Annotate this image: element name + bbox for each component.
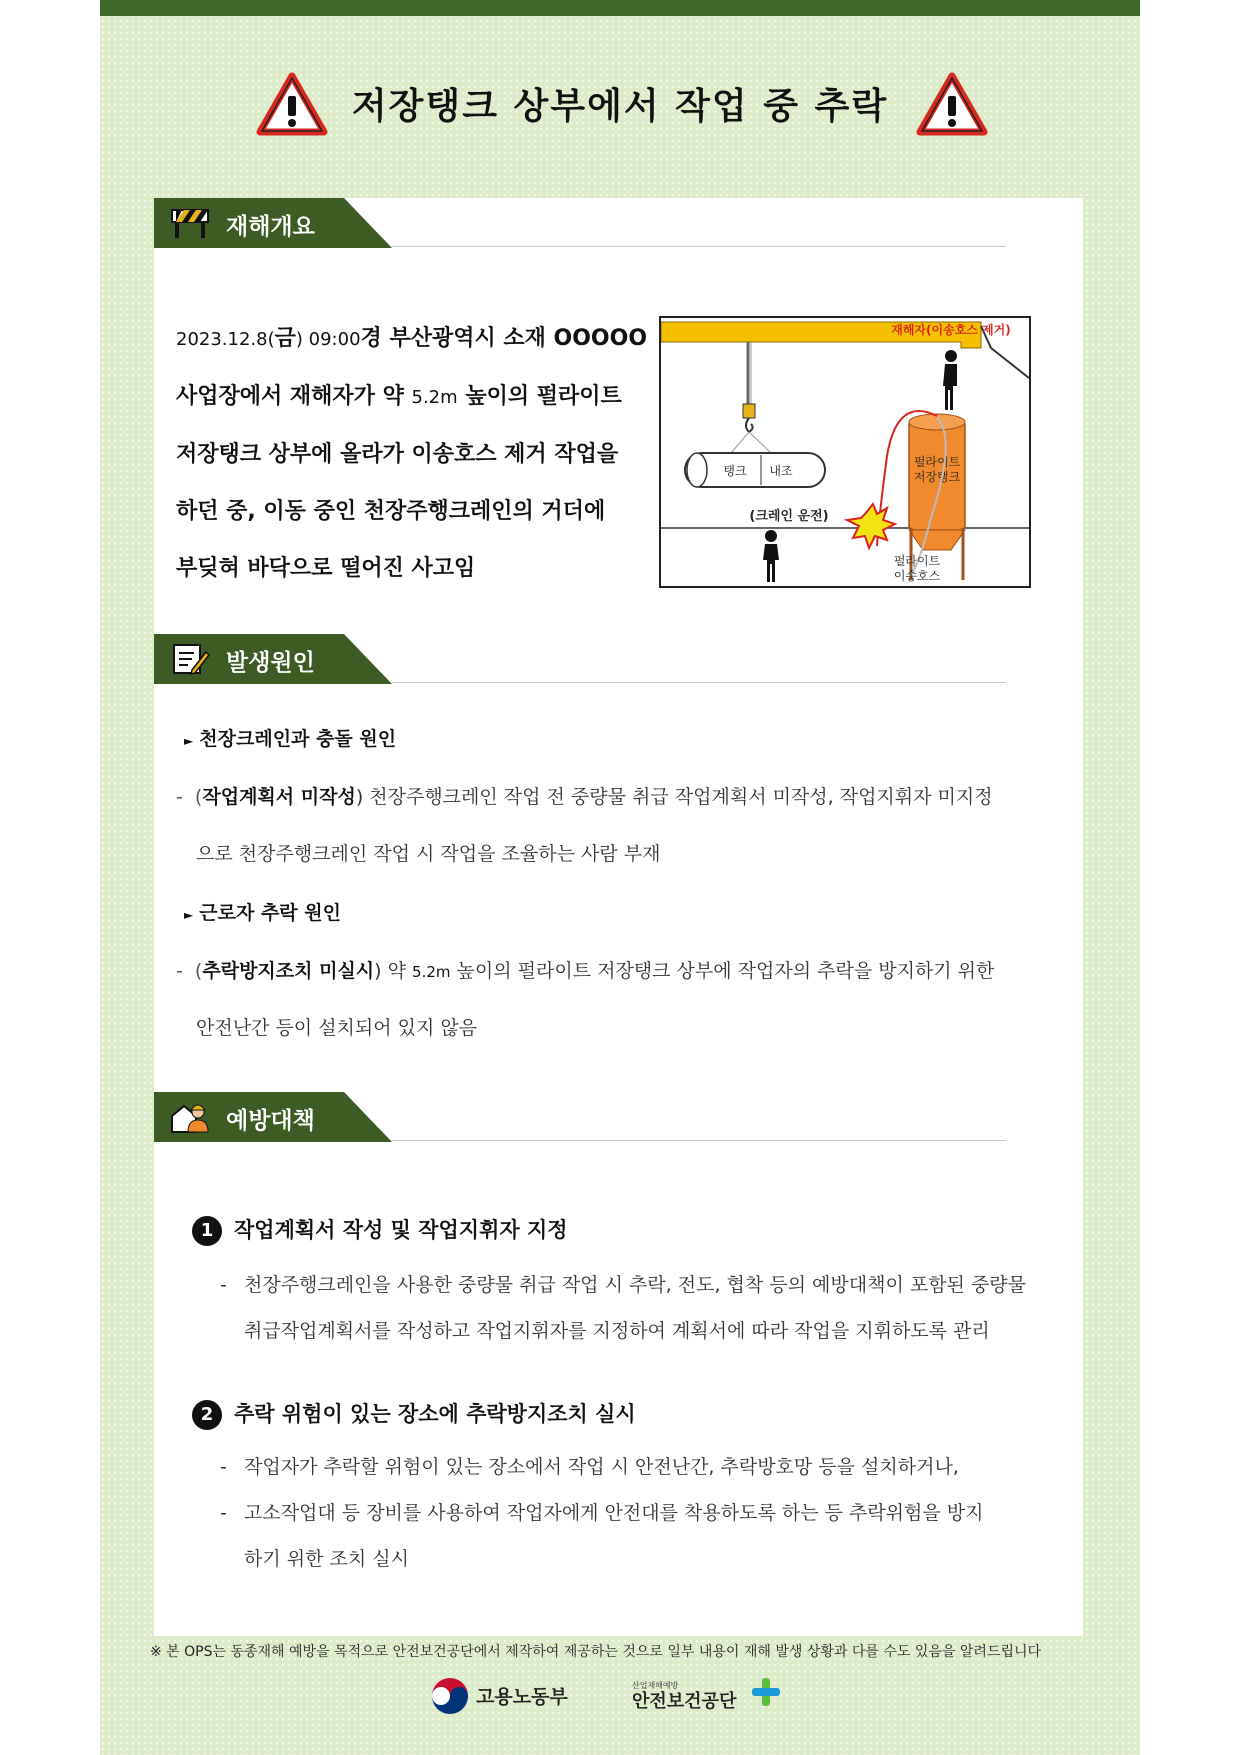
- prevention-heading: [192, 1398, 636, 1430]
- section-title: 발생원인: [226, 650, 315, 676]
- overview-text: [176, 310, 656, 597]
- diagram-label: 펄라이트: [893, 554, 941, 568]
- cause-heading-text: 천장크레인과 충돌 원인: [199, 728, 397, 750]
- cause-heading: ► 천장크레인과 충돌 원인: [184, 728, 397, 750]
- diagram-label: 이송호스: [893, 569, 941, 583]
- accident-diagram: [659, 316, 1031, 588]
- section-title: 예방대책: [226, 1108, 315, 1134]
- content-card: 재해개요 2023.12.8(금) 09:00경 부산광역시 소재 OOOOO 사업장에서 재해자가 약 5.2m 높이의 펄라이트 저장탱크 상부에 올라가 이송호스 제거 작업을 하던 중, 이동 중인 천장주행크레인의 거더에 부딪혀 바닥으로 떨어진 사고임 탱크 내조 (크레인 운전) 펄라이트 저장탱크 재해자(이송호스 제거) 펄라이트 이송호스 발생원인 ► 천장크레인과 충돌 원인 - (작업계획서 미작성) 천장주행크레인 작업 전 중량물 취급 작업계획서 미작성, 작업지휘자 미지정 으로 천장주행크레인 작업 시 작업을 조율하는 사람 부재 ► 근로자 추락 원인 - (추락방지조치 미실시) 약 5.2m 높이의 펄라이트 저장탱크 상부에 작업자의 추락을 방지하기 위한 안전난간 등이 설치되어 있지 않음 예방대책 1 작업계획서 작성 및 작업지휘자 지정 - 천장주행크레인을 사용한 중량물 취급 작업 시 추락, 전도, 협착 등의 예방대책이 포함된 중량물 취급작업계획서를 작성하고 작업지휘자를 지정하여 계획서에 따라 작업을 지휘하도록 관리 2 추락 위험이 있는 장소에 추락방지조치 실시 - 작업자가 추락할 위험이 있는 장소에서 작업 시 안전난간, 추락방호망 등을 설치하거나, - 고소작업대 등 장비를 사용하여 작업자에게 안전대를 착용하도록 하는 등 추락위험을 방지 하기 위한 조치 실시: [154, 198, 1083, 1636]
- diagram-label: 저장탱크: [913, 470, 961, 484]
- divider: [392, 1140, 1006, 1141]
- overview-line: 경 부산광역시 소재 OOOOO: [360, 326, 648, 351]
- diagram-label: (크레인 운전): [749, 509, 829, 524]
- page: [100, 0, 1140, 1755]
- height-value: 5.2m: [412, 963, 451, 981]
- logo-text: 고용노동부: [476, 1686, 568, 1708]
- cause-heading: ► 근로자 추락 원인: [184, 902, 341, 924]
- page-title: 저장탱크 상부에서 작업 중 추락: [351, 86, 889, 127]
- overview-line: 사업장에서 재해자가 약: [176, 384, 412, 409]
- diagram-label: 내조: [769, 464, 793, 478]
- prevention-heading-text: 작업계획서 작성 및 작업지휘자 지정: [234, 1218, 568, 1242]
- prevention-heading-text: 추락 위험이 있는 장소에 추락방지조치 실시: [234, 1402, 636, 1426]
- cause-text: 높이의 펄라이트 저장탱크 상부에 작업자의 추락을 방지하기 위한: [450, 960, 995, 982]
- cause-heading-text: 근로자 추락 원인: [199, 902, 341, 924]
- diagram-label: 탱크: [723, 464, 747, 478]
- cause-text: 안전난간 등이 설치되어 있지 않음: [196, 1017, 478, 1039]
- height-value: 5.2m: [411, 387, 458, 408]
- section-header-prevention: [154, 1092, 1074, 1142]
- moel-logo: [428, 1672, 578, 1720]
- logo-text: 산업재해예방: [632, 1681, 679, 1690]
- document-edit-icon: [170, 642, 210, 676]
- prevention-heading: [192, 1214, 568, 1246]
- divider: [392, 682, 1006, 683]
- overview-line: 높이의 펄라이트: [457, 384, 622, 409]
- overview-line: 하던 중, 이동 중인 천장주행크레인의 거더에: [176, 499, 606, 524]
- time-text: ) 09:00: [295, 329, 361, 350]
- number-badge: 1: [192, 1216, 222, 1246]
- prevention-text: 하기 위한 조치 실시: [244, 1548, 409, 1570]
- cause-item-cont: [196, 1014, 1056, 1042]
- section-header-cause: [154, 634, 1074, 684]
- barricade-icon: [170, 206, 210, 240]
- cause-item: - (추락방지조치 미실시) 약 5.2m 높이의 펄라이트 저장탱크 상부에 작업자의 추락을 방지하기 위한: [176, 960, 995, 982]
- cause-item: - (작업계획서 미작성) 천장주행크레인 작업 전 중량물 취급 작업계획서 미작성, 작업지휘자 미지정: [176, 786, 993, 808]
- section-header-overview: [154, 198, 1074, 248]
- prevention-text: 취급작업계획서를 작성하고 작업지휘자를 지정하여 계획서에 따라 작업을 지휘하도록 관리: [244, 1320, 990, 1342]
- overview-line: 부딪혀 바닥으로 떨어진 사고임: [176, 556, 476, 581]
- footnote: ※ 본 OPS는 동종재해 예방을 목적으로 안전보건공단에서 제작하여 제공하는 것으로 일부 내용이 재해 발생 상황과 다를 수도 있음을 알려드립니다: [150, 1644, 1042, 1660]
- day-text: 금: [274, 326, 296, 351]
- top-bar: [100, 0, 1140, 16]
- kosha-logo: [632, 1672, 782, 1720]
- diagram-label: 펄라이트: [913, 455, 961, 469]
- logo-text: 안전보건공단: [632, 1691, 737, 1712]
- section-title: 재해개요: [226, 214, 315, 240]
- warning-icon: [916, 72, 988, 136]
- cause-text: ) 약: [374, 960, 413, 982]
- cause-text: 으로 천장주행크레인 작업 시 작업을 조율하는 사람 부재: [196, 843, 661, 865]
- diagram-label: 재해자(이송호스 제거): [891, 323, 1011, 337]
- cause-item-cont: [196, 840, 1056, 868]
- prevention-text: 고소작업대 등 장비를 사용하여 작업자에게 안전대를 착용하도록 하는 등 추락위험을 방지: [244, 1502, 984, 1524]
- divider: [392, 246, 1006, 247]
- date-text: 2023.12.8(: [176, 329, 275, 350]
- cause-label: 추락방지조치 미실시: [202, 960, 375, 982]
- cause-label: 작업계획서 미작성: [202, 786, 356, 808]
- title-row: [100, 64, 1140, 144]
- cause-text: ) 천장주행크레인 작업 전 중량물 취급 작업계획서 미작성, 작업지휘자 미지정: [355, 786, 993, 808]
- worker-icon: [170, 1100, 210, 1134]
- number-badge: 2: [192, 1400, 222, 1430]
- prevention-text: 천장주행크레인을 사용한 중량물 취급 작업 시 추락, 전도, 협착 등의 예방대책이 포함된 중량물: [244, 1274, 1027, 1296]
- prevention-text: 작업자가 추락할 위험이 있는 장소에서 작업 시 안전난간, 추락방호망 등을 설치하거나,: [244, 1456, 959, 1478]
- overview-line: 저장탱크 상부에 올라가 이송호스 제거 작업을: [176, 442, 619, 467]
